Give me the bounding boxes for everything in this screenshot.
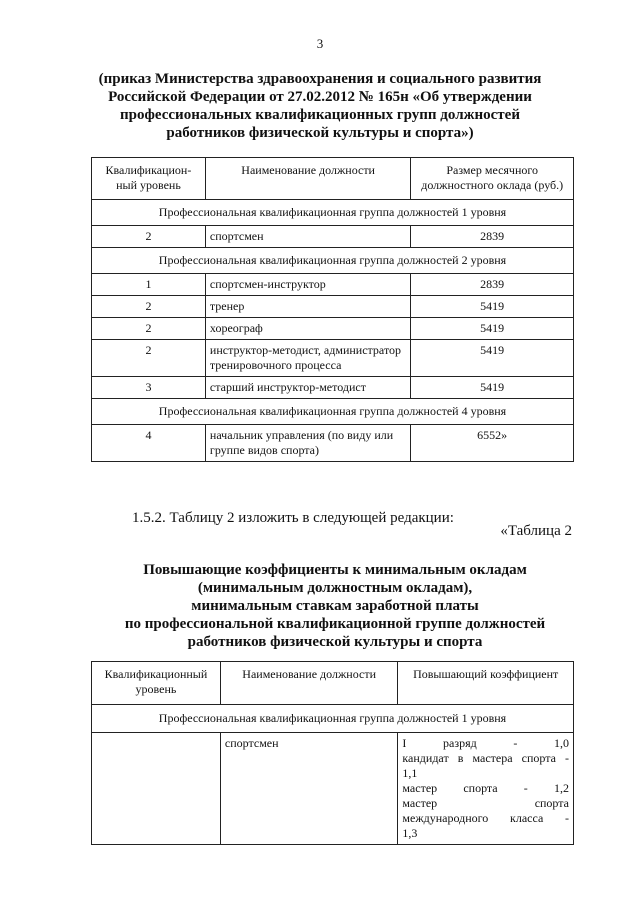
coefficient-line: I разряд - 1,0 [402, 736, 569, 750]
order-reference-heading [70, 70, 570, 142]
table-row [92, 733, 574, 845]
table-reference: «Таблица 2 [500, 523, 572, 539]
group-title: Профессиональная квалификационная группа должностей 4 уровня [92, 399, 574, 425]
amendment-paragraph: 1.5.2. Таблицу 2 изложить в следующей редакции: [132, 510, 454, 526]
level-cell: 1 [92, 274, 206, 296]
column-header-position: Наименование должности [220, 662, 398, 705]
level-cell [92, 733, 221, 845]
table-row [92, 274, 574, 296]
table-row [92, 318, 574, 340]
heading-line: (минимальным должностным окладам), [197, 580, 473, 596]
level-cell: 3 [92, 377, 206, 399]
column-header-salary: Размер месячного должностного оклада (руб.) [411, 158, 574, 200]
salary-cell: 5419 [411, 318, 574, 340]
group-row [92, 705, 574, 733]
salary-cell: 5419 [411, 377, 574, 399]
salary-cell: 2839 [411, 226, 574, 248]
heading-line: Повышающие коэффициенты к минимальным окладам [143, 562, 527, 578]
position-cell: старший инструктор-методист [205, 377, 410, 399]
table-header-row [92, 662, 574, 705]
heading-line: по профессиональной квалификационной группе должностей [124, 616, 546, 632]
coefficients-table [91, 661, 574, 845]
salary-cell: 5419 [411, 340, 574, 377]
column-header-coefficient: Повышающий коэффициент [398, 662, 574, 705]
level-cell: 4 [92, 425, 206, 462]
heading-line: работников физической культуры и спорта») [166, 125, 474, 141]
heading-line: профессиональных квалификационных групп должностей [120, 107, 520, 123]
salary-table [91, 157, 574, 462]
table-row [92, 226, 574, 248]
position-cell: тренер [205, 296, 410, 318]
coefficient-line: кандидат в мастера спорта - [402, 751, 569, 765]
table-row [92, 296, 574, 318]
heading-line: (приказ Министерства здравоохранения и социального развития [98, 71, 542, 87]
group-title: Профессиональная квалификационная группа должностей 1 уровня [92, 705, 574, 733]
group-row [92, 248, 574, 274]
coefficient-line: мастер спорта - 1,2 [402, 781, 569, 795]
position-cell: начальник управления (по виду или группе видов спорта) [205, 425, 410, 462]
group-title: Профессиональная квалификационная группа должностей 1 уровня [92, 200, 574, 226]
coefficient-list [402, 736, 569, 841]
level-cell: 2 [92, 226, 206, 248]
coefficient-line: 1,3 [402, 826, 418, 840]
salary-cell: 6552» [411, 425, 574, 462]
page-number: 3 [316, 36, 324, 51]
position-cell: инструктор-методист, администратор тренировочного процесса [205, 340, 410, 377]
group-title: Профессиональная квалификационная группа должностей 2 уровня [92, 248, 574, 274]
column-header-level: Квалификацион-ный уровень [92, 158, 206, 200]
heading-line: Российской Федерации от 27.02.2012 № 165н «Об утверждении [108, 89, 532, 105]
coefficient-line: международного класса - [402, 811, 569, 825]
position-cell: спортсмен [220, 733, 398, 845]
position-cell: спортсмен-инструктор [205, 274, 410, 296]
table-row [92, 425, 574, 462]
heading-line: работников физической культуры и спорта [187, 634, 483, 650]
table-row [92, 340, 574, 377]
salary-cell: 5419 [411, 296, 574, 318]
group-row [92, 399, 574, 425]
coefficient-line: 1,1 [402, 766, 418, 780]
coefficients-heading [90, 561, 580, 651]
heading-line: минимальным ставкам заработной платы [191, 598, 479, 614]
position-cell: спортсмен [205, 226, 410, 248]
column-header-position: Наименование должности [205, 158, 410, 200]
coefficient-line: мастер спорта [402, 796, 569, 810]
level-cell: 2 [92, 318, 206, 340]
table-header-row [92, 158, 574, 200]
table-row [92, 377, 574, 399]
level-cell: 2 [92, 340, 206, 377]
position-cell: хореограф [205, 318, 410, 340]
column-header-level: Квалификационный уровень [92, 662, 221, 705]
level-cell: 2 [92, 296, 206, 318]
group-row [92, 200, 574, 226]
coefficient-cell [398, 733, 574, 845]
salary-cell: 2839 [411, 274, 574, 296]
